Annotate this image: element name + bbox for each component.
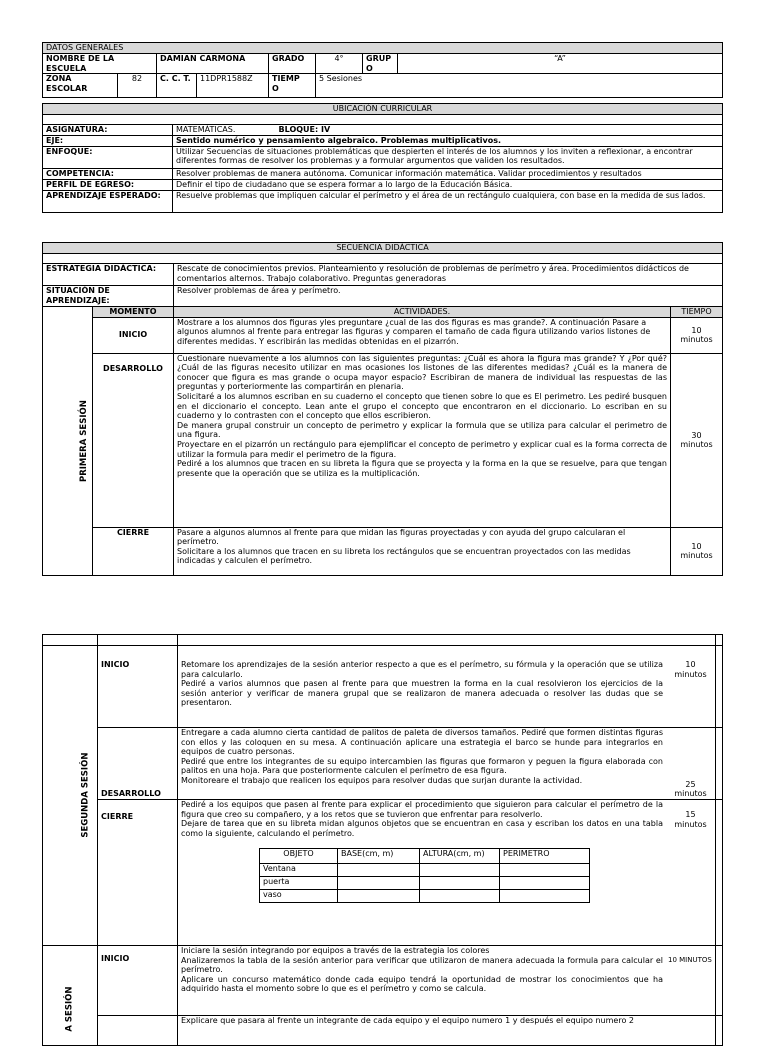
s3-inicio-p3: Aplicare un concurso matemático donde cada equipo tendrá la oportunidad de mostrar los conocimientos que ha adquirido hasta el momento sobre lo que es el perímetro y como se calcula.: [181, 974, 663, 994]
empty-header: [716, 635, 723, 646]
homework-col-altura: ALTURA(cm, m): [420, 849, 500, 864]
homework-cell: [338, 890, 420, 903]
group-value: “A”: [398, 54, 723, 74]
empty-header: [178, 635, 716, 646]
s1-desarrollo-text: [174, 353, 671, 527]
homework-cell: [500, 877, 590, 890]
homework-col-base: BASE(cm, m): [338, 849, 420, 864]
s2-desarrollo-time: 25 minutos: [674, 779, 707, 799]
col-actividades: ACTIVIDADES.: [174, 307, 671, 318]
s1-desarrollo-p5: Pediré a los alumnos que tracen en su libreta la figura que se proyecta y la forma en la que se resuelve, para que tengan presente que la operación que se utiliza es la multiplicación.: [177, 459, 667, 478]
subject-value: [173, 124, 723, 135]
empty-header: [98, 635, 178, 646]
school-zone-label: ZONA ESCOLAR: [43, 74, 118, 98]
homework-cell: [338, 864, 420, 877]
homework-row-label: Ventana: [260, 864, 338, 877]
s2-cierre-label: CIERRE: [98, 800, 178, 946]
s3-inicio-text: [178, 946, 716, 1016]
homework-table: [259, 848, 590, 903]
time-label-line2: O: [272, 83, 279, 93]
spacer-row: [43, 254, 723, 264]
homework-cell: [500, 864, 590, 877]
s3-inicio-label: INICIO: [98, 946, 178, 1016]
approach-label: ENFOQUE:: [43, 146, 173, 168]
s2-desarrollo-label: DESARROLLO: [98, 728, 178, 800]
s3-desarrollo-text: Explicare que pasara al frente un integrante de cada equipo y el equipo numero 1 y después el equipo numero 2: [178, 1016, 716, 1046]
profile-value: Definir el tipo de ciudadano que se espera formar a lo largo de la Educación Básica.: [173, 179, 723, 190]
empty-cell: [716, 728, 723, 800]
homework-col-perimetro: PERIMETRO: [500, 849, 590, 864]
general-data-title: DATOS GENERALES: [43, 43, 723, 54]
expected-learning-label: APRENDIZAJE ESPERADO:: [43, 190, 173, 212]
learning-situation-value: Resolver problemas de área y perímetro.: [174, 286, 723, 307]
s1-desarrollo-p3: De manera grupal construir un concepto de perimetro y explicar la formula que se utiliza para calcular el perimetro de una figura.: [177, 420, 667, 440]
homework-cell: [420, 890, 500, 903]
expected-learning-value: Resuelve problemas que impliquen calcular el perímetro y el área de un rectángulo cualquiera, con base en la medida de sus lados.: [173, 190, 723, 212]
competence-label: COMPETENCIA:: [43, 168, 173, 179]
s2-desarrollo-p1: Entregare a cada alumno cierta cantidad de palitos de paleta de diversos tamaños. Pediré que formen distintas figuras con ellos y las coloquen en su mesa. A continuación aplicare una estrategia el barco se hunde para integrarlos en equipos de cuatro personas.: [181, 728, 663, 757]
s3-inicio-p2: Analizaremos la tabla de la sesión anterior para verificar que utilizaron de manera adecuada la formula para calcular el perímetro.: [181, 955, 663, 975]
s1-inicio-label: INICIO: [93, 317, 174, 353]
strategy-value: Rescate de conocimientos previos. Planteamiento y resolución de problemas de perímetro y área. Procedimientos didácticos de comentarios alternos. Trabajo colaborativo. Preguntas generadoras: [174, 264, 723, 286]
school-zone-value: 82: [118, 74, 157, 98]
s2-inicio-p1: Retomare los aprendizajes de la sesión anterior respecto a que es el perímetro, su fórmula y la operación que se utiliza para calcularlo.: [181, 660, 663, 679]
grade-value: 4°: [316, 54, 363, 74]
school-name-value: DAMIAN CARMONA: [157, 54, 269, 74]
s2-cierre-p2: Dejare de tarea que en su libreta midan algunos objetos que se encuentran en casa y escriban los datos en una tabla como la siguiente, calculando el perímetro.: [181, 819, 663, 838]
cct-label: C. C. T.: [157, 74, 197, 98]
empty-cell: [716, 1016, 723, 1046]
s2-desarrollo-p2: Pediré que entre los integrantes de su equipo intercambien las figuras que formaron y peguen la figura elaborada con palitos en una hoja. Para que posteriormente calculen el perímetro de esa figura.: [181, 756, 663, 776]
learning-situation-label: SITUACIÓN DE APRENDIZAJE:: [43, 286, 174, 307]
didactic-sequence-table: [42, 242, 723, 576]
s2-desarrollo-p3: Monitoreare el trabajo que realicen los equipos para resolver dudas que surjan durante la actividad.: [181, 775, 583, 785]
s1-cierre-text: [174, 527, 671, 575]
grade-label: GRADO: [269, 54, 316, 74]
time-label-line1: TIEMP: [272, 74, 300, 84]
subject-text: MATEMÁTICAS.: [176, 124, 236, 134]
time-value: 5 Sesiones: [316, 74, 723, 98]
cct-value: 11DPR1588Z: [197, 74, 269, 98]
curricular-location-table: [42, 103, 723, 213]
time-label: [269, 74, 316, 98]
empty-cell: [716, 800, 723, 946]
empty-header: [43, 635, 98, 646]
block-label: BLOQUE: IV: [278, 124, 331, 134]
approach-value: Utilizar Secuencias de situaciones problemáticas que despierten el interés de los alumnos y los inviten a reflexionar, a encontrar diferentes formas de resolver los problemas y a formular argumentos que validen los resultados.: [173, 146, 723, 168]
axis-label: EJE:: [43, 135, 173, 146]
s1-inicio-text: Mostrare a los alumnos dos figuras yles preguntare ¿cual de las dos figuras es mas grande?. A continuación Pasare a algunos alumnos al frente para entregar las figuras y comparen el tamaño de cada figura utilizando varios listones de diferentes medidas. Y escribirán las medidas obtenidas en el pizarrón.: [174, 317, 671, 353]
s2-cierre-time: 15 minutos: [674, 810, 707, 829]
subject-label: ASIGNATURA:: [43, 124, 173, 135]
s2-cierre-text: [178, 800, 716, 946]
empty-cell: [716, 946, 723, 1016]
s3-inicio-time: 10 MINUTOS: [668, 956, 712, 964]
s1-desarrollo-p2: Solicitaré a los alumnos escriban en su cuaderno el concepto que tienen sobre lo que es El perimetro. Les pediré busquen en el diccionario el concepto. Lean ante el grupo el concepto que encontraron en el diccionario. Lo escriban en su cuaderno y lo contrasten con el concepto que ellos escribieron.: [177, 391, 667, 421]
s1-cierre-label: CIERRE: [93, 527, 174, 575]
axis-value: Sentido numérico y pensamiento algebraico. Problemas multiplicativos.: [173, 135, 723, 146]
general-data-table: [42, 42, 723, 98]
s2-inicio-text: [178, 646, 716, 728]
s1-cierre-p1: Pasare a algunos alumnos al frente para que midan las figuras proyectadas y con ayuda del grupo calcularan el perímetro.: [177, 527, 626, 547]
school-name-label: NOMBRE DE LA ESCUELA: [43, 54, 157, 74]
group-label: GRUPO: [363, 54, 398, 74]
s1-cierre-p2: Solicitare a los alumnos que tracen en su libreta los rectángulos que se encuentran proyectados con las medidas indicadas y calculen el perímetro.: [177, 546, 631, 566]
homework-cell: [338, 877, 420, 890]
s1-desarrollo-p1: Cuestionare nuevamente a los alumnos con las siguientes preguntas: ¿Cuál es ahora la figura mas grande? Y ¿Por qué? ¿Cuál de las figuras necesito utilizar en mas ocasiones los listones de las diferentes medidas? ¿Cuál es la manera de conocer que figura es mas grande o ocupa mayor espacio? Escribiran de manera de individual las respuestas de las preguntas y porteriormente las compartirán en plenaria.: [177, 353, 667, 392]
s3-desarrollo-label: [98, 1016, 178, 1046]
homework-cell: [500, 890, 590, 903]
session-3-label: A SESIÓN: [43, 946, 98, 1046]
profile-label: PERFIL DE EGRESO:: [43, 179, 173, 190]
sessions-2-3-table: [42, 634, 723, 1046]
s3-inicio-p1: Iniciare la sesión integrando por equipos a través de la estrategia los colores: [181, 946, 490, 955]
spacer-row: [43, 114, 723, 124]
s2-inicio-p2: Pediré a varios alumnos que pasen al frente para que muestren la forma en la cual resolvieron los ejercicios de la sesión anterior y verificar de manera grupal que se realizaron de manera adecuada o resolver las dudas que se presentaron.: [181, 679, 663, 708]
s2-cierre-p1: Pediré a los equipos que pasen al frente para explicar el procedimiento que siguieron para calcular el perímetro de la figura que creo su compañero, y a los retos que se tuvieron que enfrentar para resolverlo.: [181, 800, 663, 819]
col-tiempo: TIEMPO: [671, 307, 723, 318]
col-momento: MOMENTO: [93, 307, 174, 318]
s1-desarrollo-time: 30 minutos: [671, 353, 723, 527]
empty-cell: [716, 646, 723, 728]
session-1-label: PRIMERA SESIÓN: [43, 307, 93, 576]
s1-inicio-time: 10 minutos: [671, 317, 723, 353]
s1-desarrollo-p4: Proyectare en el pizarrón un rectángulo para ejemplificar el concepto de perimetro y explicar cual es la forma correcta de utilizar la formula para medir el perimetro de la figura.: [177, 439, 667, 459]
s2-desarrollo-text: [178, 728, 716, 800]
s1-desarrollo-label: DESARROLLO: [93, 353, 174, 527]
curricular-location-title: UBICACIÓN CURRICULAR: [43, 104, 723, 115]
competence-value: Resolver problemas de manera autónoma. Comunicar información matemática. Validar procedimientos y resultados: [173, 168, 723, 179]
homework-row-label: vaso: [260, 890, 338, 903]
s1-cierre-time: 10 minutos: [671, 527, 723, 575]
homework-cell: [420, 877, 500, 890]
strategy-label: ESTRATEGIA DIDÁCTICA:: [43, 264, 174, 286]
s2-inicio-label: INICIO: [98, 646, 178, 728]
didactic-sequence-title: SECUENCIA DIDÁCTICA: [43, 243, 723, 254]
session-2-label: SEGUNDA SESIÓN: [43, 646, 98, 946]
homework-row-label: puerta: [260, 877, 338, 890]
homework-col-objeto: OBJETO: [260, 849, 338, 864]
s2-inicio-time: 10 minutos: [674, 660, 707, 679]
homework-cell: [420, 864, 500, 877]
